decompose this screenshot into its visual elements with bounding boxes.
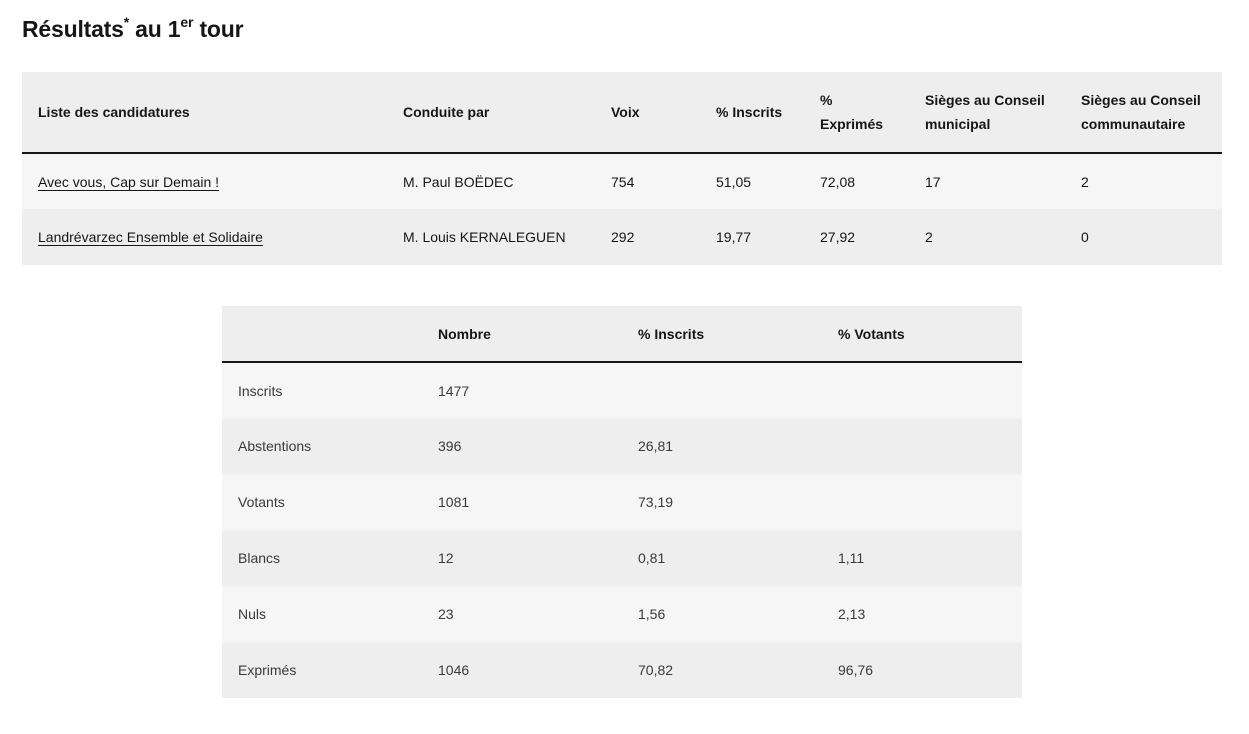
results-table (22, 72, 1222, 265)
stats-header-pct-votants: % Votants (822, 306, 1022, 362)
participation-table (222, 306, 1022, 698)
stats-header-row (222, 306, 1022, 362)
stats-count: 396 (438, 438, 462, 454)
cell-leader: M. Louis KERNALEGUEN (403, 229, 566, 245)
header-seats-municipal-line1: Sièges au Conseil (925, 92, 1045, 108)
header-pct-exprimes (804, 72, 909, 153)
header-seats-municipal (909, 72, 1065, 153)
header-pct-exprimes-line1: % (820, 92, 833, 108)
cell-pct-exprimes: 27,92 (820, 229, 856, 245)
stats-pct-inscrits: 0,81 (638, 550, 666, 566)
title-ordinal: er (180, 14, 194, 30)
stats-count: 12 (438, 550, 454, 566)
stats-count: 1046 (438, 662, 470, 678)
list-link[interactable]: Landrévarzec Ensemble et Solidaire (38, 229, 263, 245)
title-mid: au 1 (128, 16, 181, 42)
cell-pct-inscrits: 19,77 (716, 229, 752, 245)
stats-label: Blancs (238, 550, 281, 566)
table-row (222, 530, 1022, 586)
table-row (222, 474, 1022, 530)
table-row (222, 362, 1022, 418)
title-end: tour (193, 16, 244, 42)
stats-count: 23 (438, 606, 454, 622)
table-row (222, 642, 1022, 698)
header-votes: Voix (595, 72, 700, 153)
title-main: Résultats (22, 16, 124, 42)
stats-pct-votants: 2,13 (838, 606, 866, 622)
table-row (22, 153, 1222, 209)
table-row (222, 586, 1022, 642)
header-leader: Conduite par (387, 72, 595, 153)
results-header-row (22, 72, 1222, 153)
cell-list (22, 209, 387, 265)
stats-label: Exprimés (238, 662, 297, 678)
cell-votes: 292 (611, 229, 635, 245)
stats-header-label (222, 306, 422, 362)
stats-pct-votants: 1,11 (838, 550, 865, 566)
page-title (22, 14, 243, 43)
header-seats-municipal-line2: municipal (925, 116, 991, 132)
stats-header-pct-inscrits: % Inscrits (622, 306, 822, 362)
header-seats-communautaire-line2: communautaire (1081, 116, 1186, 132)
header-seats-communautaire (1065, 72, 1222, 153)
stats-count: 1081 (438, 494, 470, 510)
cell-seats-municipal: 17 (925, 173, 941, 190)
stats-label: Inscrits (238, 382, 283, 399)
stats-pct-votants (822, 362, 1022, 418)
table-row (22, 209, 1222, 265)
cell-leader: M. Paul BOËDEC (403, 173, 514, 190)
stats-pct-inscrits: 70,82 (638, 662, 674, 678)
stats-pct-inscrits (622, 362, 822, 418)
title-footnote-star: * (123, 14, 129, 30)
stats-pct-inscrits: 1,56 (638, 606, 666, 622)
table-row (222, 418, 1022, 474)
cell-seats-communautaire: 0 (1081, 229, 1089, 245)
cell-seats-municipal: 2 (925, 229, 933, 245)
header-pct-inscrits: % Inscrits (700, 72, 804, 153)
stats-label: Votants (238, 494, 285, 510)
stats-pct-inscrits: 73,19 (638, 494, 674, 510)
stats-pct-votants (822, 474, 1022, 530)
cell-pct-inscrits: 51,05 (716, 173, 752, 190)
stats-pct-votants: 96,76 (838, 662, 874, 678)
stats-pct-inscrits: 26,81 (638, 438, 674, 454)
cell-list (22, 153, 387, 209)
stats-pct-votants (822, 418, 1022, 474)
stats-count: 1477 (438, 382, 470, 399)
cell-pct-exprimes: 72,08 (820, 173, 856, 190)
header-pct-exprimes-line2: Exprimés (820, 116, 884, 132)
header-seats-communautaire-line1: Sièges au Conseil (1081, 92, 1201, 108)
header-list: Liste des candidatures (22, 72, 387, 153)
cell-seats-communautaire: 2 (1081, 173, 1089, 190)
list-link[interactable]: Avec vous, Cap sur Demain ! (38, 173, 220, 190)
cell-votes: 754 (611, 173, 635, 190)
stats-label: Abstentions (238, 438, 312, 454)
stats-label: Nuls (238, 606, 267, 622)
stats-header-count: Nombre (422, 306, 622, 362)
